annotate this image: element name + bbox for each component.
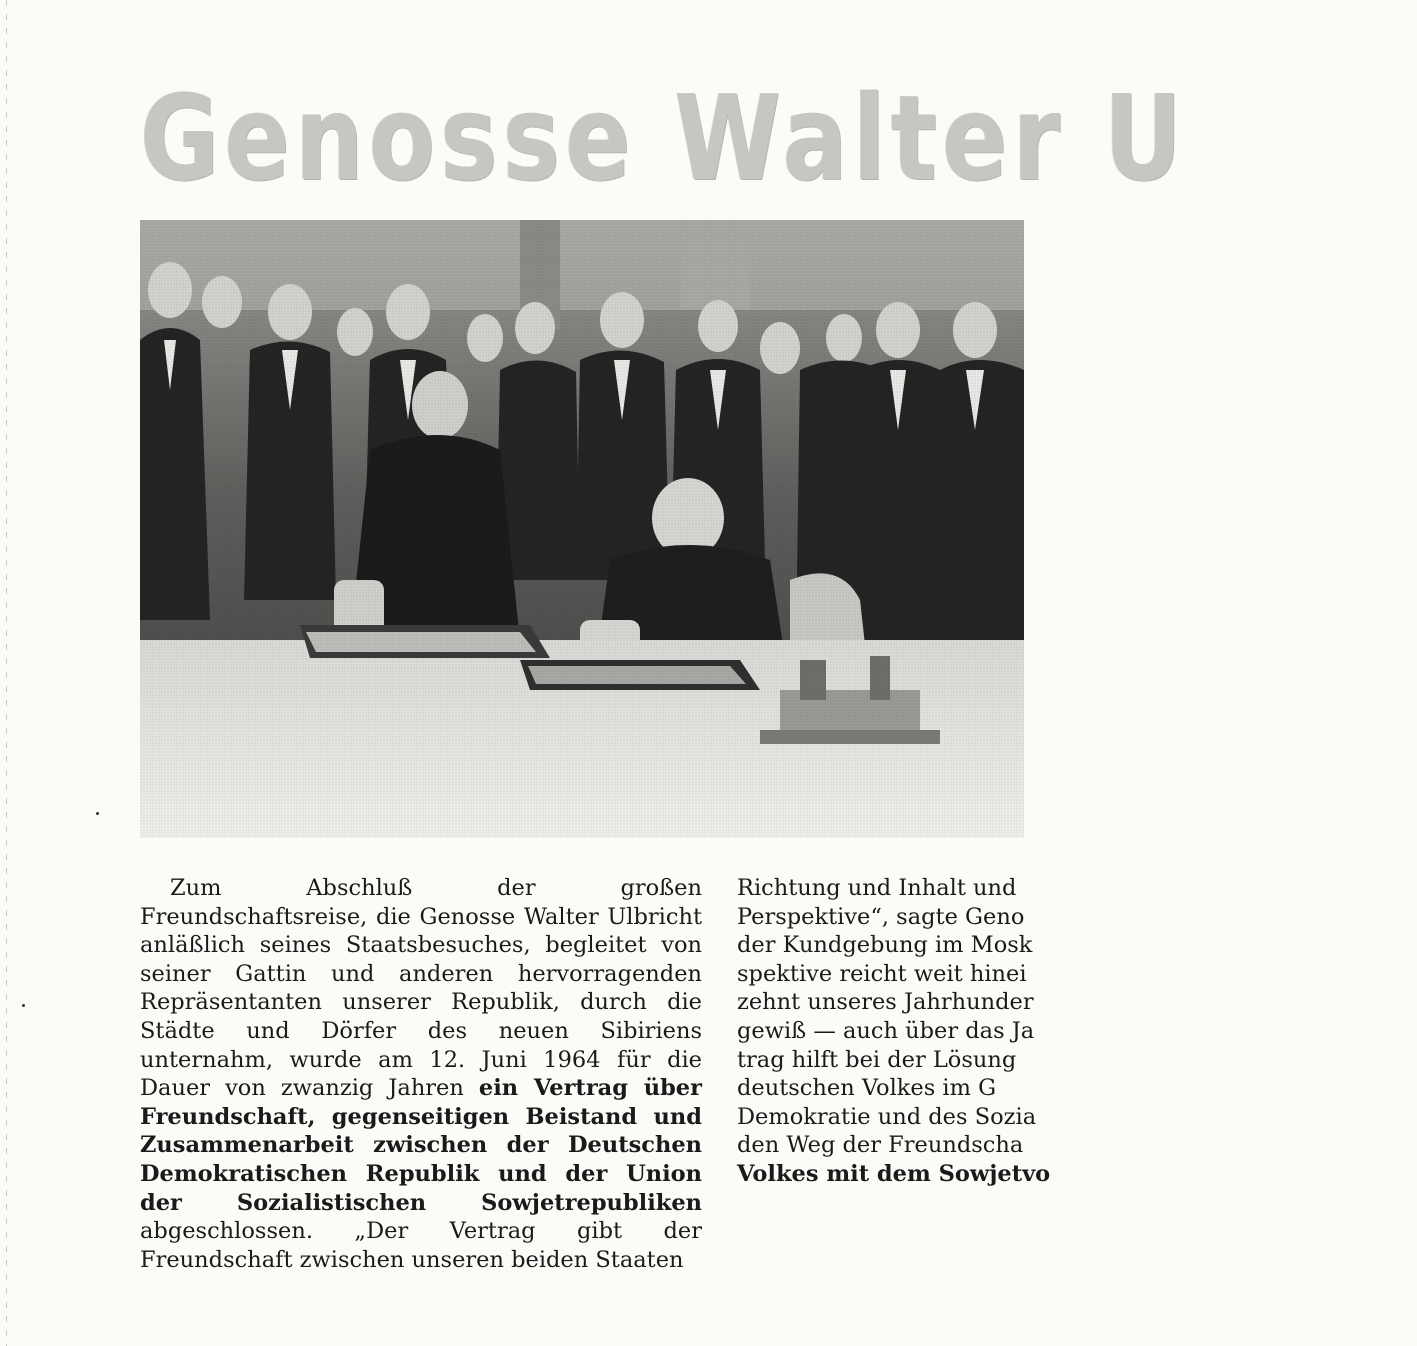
photo-signing-ceremony-icon <box>140 220 1024 838</box>
article-line: trag hilft bei der Lösung <box>737 1046 1017 1073</box>
article-column-right <box>737 874 1051 1189</box>
headline-text: Genosse Walter U <box>140 69 1188 207</box>
margin-speck <box>22 1004 25 1007</box>
article-line: zehnt unseres Jahrhunder <box>737 989 1034 1016</box>
article-column-left <box>140 874 702 1274</box>
article-line: gewiß — auch über das Ja <box>737 1017 1035 1044</box>
article-text-bold: ein Vertrag über Freundschaft, gegenseitigen Beistand und Zusammenarbeit zwischen der Deutschen Demokratischen Republik und der Union der Sozialistischen Sowjetrepubliken <box>140 1075 702 1216</box>
article-line: den Weg der Freundscha <box>737 1132 1024 1159</box>
article-line: Demokratie und des Sozia <box>737 1103 1037 1130</box>
margin-speck <box>96 812 99 815</box>
article-text: Zum Abschluß der großen Freundschaftsreise, die Genosse Walter Ulbricht anläßlich seines Staatsbesuches, begleitet von seiner Gattin und anderen hervorragenden Repräsentanten unserer Republik, durch die Städte und Dörfer des neuen Sibiriens unternahm, wurde am 12. Juni 1964 für die Dauer von zwanzig Jahren <box>140 875 702 1102</box>
article-line: deutschen Volkes im G <box>737 1075 997 1102</box>
page-edge-rule <box>6 0 7 1346</box>
article-line-bold: Volkes mit dem Sowjetvo <box>737 1160 1051 1187</box>
article-line: Richtung und Inhalt und <box>737 875 1017 901</box>
article-line: Perspektive“, sagte Geno <box>737 903 1025 930</box>
headline <box>140 69 1188 207</box>
article-line: spektive reicht weit hinei <box>737 960 1027 987</box>
signing-ceremony-photo <box>140 220 1024 838</box>
article-paragraph <box>140 874 702 1274</box>
article-line: der Kundgebung im Mosk <box>737 932 1033 959</box>
article-text: abgeschlossen. „Der Vertrag gibt der Freundschaft zwischen unseren beiden Staaten <box>140 1218 702 1273</box>
